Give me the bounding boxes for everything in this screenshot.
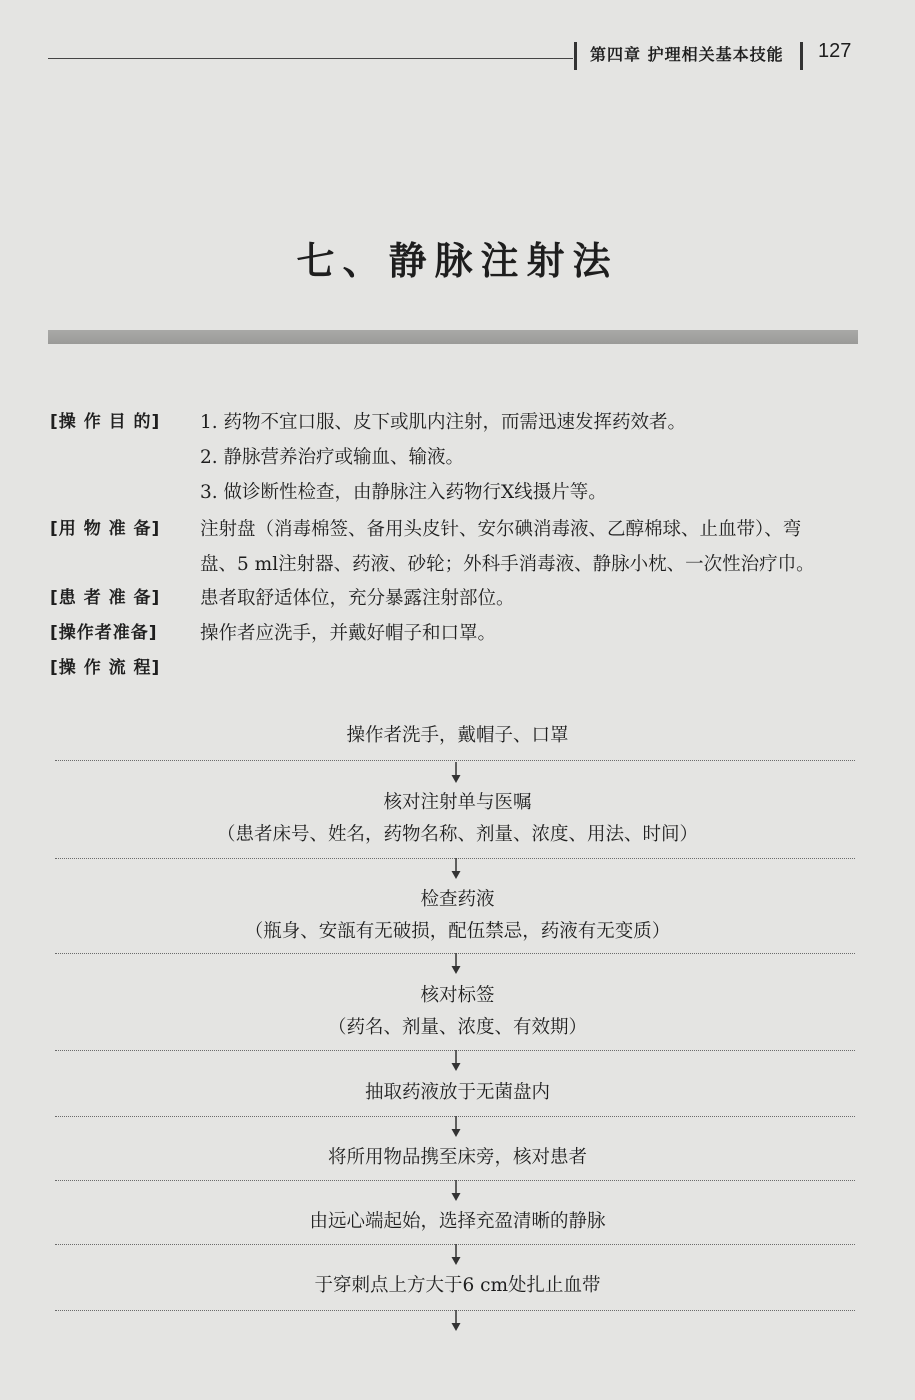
section-label: [患 者 准 备]	[50, 588, 161, 608]
down-arrow-icon	[449, 762, 463, 784]
section-content	[200, 405, 860, 510]
down-arrow-icon	[449, 1244, 463, 1266]
section-title: 七、静脉注射法	[296, 239, 619, 283]
header-rule	[48, 58, 573, 59]
flow-step	[60, 1142, 855, 1174]
content-line: 1. 药物不宜口服、皮下或肌内注射，而需迅速发挥药效者。	[200, 412, 687, 433]
section-label: [操 作 流 程]	[50, 658, 161, 678]
section-label: [操 作 目 的]	[50, 412, 161, 432]
section-content	[200, 512, 860, 582]
down-arrow-icon	[449, 1050, 463, 1072]
down-arrow-icon	[449, 1310, 463, 1332]
flow-step-text: 于穿刺点上方大于6 cm处扎止血带	[314, 1275, 601, 1296]
page-number: 127	[818, 40, 852, 62]
content-line: 盘、5 ml注射器、药液、砂轮；外科手消毒液、静脉小枕、一次性治疗巾。	[200, 554, 815, 575]
flow-step-text: （患者床号、姓名，药物名称、剂量、浓度、用法、时间）	[216, 824, 698, 845]
flow-step-text: 检查药液	[420, 889, 495, 910]
flow-step-text: 抽取药液放于无菌盘内	[364, 1082, 550, 1103]
flow-step	[60, 1077, 855, 1109]
flow-step	[60, 1206, 855, 1238]
title-underline-band	[48, 330, 858, 344]
section-content	[200, 581, 860, 616]
down-arrow-icon	[449, 858, 463, 880]
content-line: 操作者应洗手，并戴好帽子和口罩。	[200, 623, 497, 644]
header-divider	[574, 42, 577, 70]
flow-separator	[55, 760, 855, 761]
flow-step	[60, 720, 855, 752]
flow-step-text: 由远心端起始，选择充盈清晰的静脉	[309, 1211, 606, 1232]
flow-step-text: 将所用物品携至床旁，核对患者	[327, 1147, 587, 1168]
flow-step-text: （瓶身、安瓿有无破损，配伍禁忌，药液有无变质）	[244, 921, 671, 942]
chapter-title: 第四章 护理相关基本技能	[590, 45, 784, 64]
flow-step	[60, 1270, 855, 1302]
flow-step-text: （药名、剂量、浓度、有效期）	[327, 1017, 587, 1038]
flow-step-text: 核对标签	[420, 985, 495, 1006]
down-arrow-icon	[449, 1116, 463, 1138]
section-label: [操作者准备]	[50, 623, 158, 643]
flow-step	[60, 787, 855, 851]
flow-step	[60, 884, 855, 948]
down-arrow-icon	[449, 1180, 463, 1202]
content-line: 2. 静脉营养治疗或输血、输液。	[200, 447, 465, 468]
down-arrow-icon	[449, 953, 463, 975]
flow-step-text: 操作者洗手，戴帽子、口罩	[346, 725, 569, 746]
section-content	[200, 616, 860, 651]
content-line: 注射盘（消毒棉签、备用头皮针、安尔碘消毒液、乙醇棉球、止血带）、弯	[200, 519, 802, 540]
flow-step	[60, 980, 855, 1044]
content-line: 患者取舒适体位，充分暴露注射部位。	[200, 588, 515, 609]
flow-step-text: 核对注射单与医嘱	[383, 792, 532, 813]
header-divider	[800, 42, 803, 70]
content-line: 3. 做诊断性检查，由静脉注入药物行X线摄片等。	[200, 482, 607, 503]
section-label: [用 物 准 备]	[50, 519, 161, 539]
